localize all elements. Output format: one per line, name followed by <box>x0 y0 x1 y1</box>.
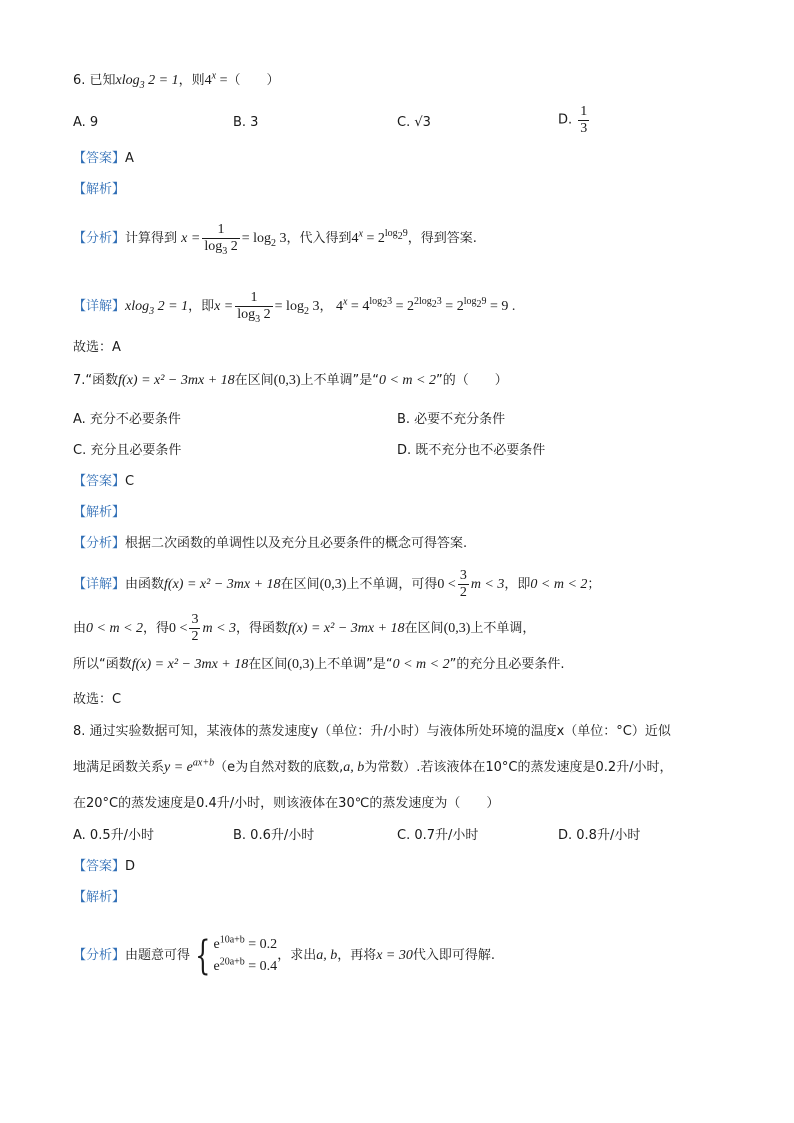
q8-eq2 <box>213 956 277 978</box>
q6-xiangjie-fraction <box>235 290 272 323</box>
q7-l2-function: f(x) = x² − 3mx + 18 <box>288 621 405 636</box>
q6-fenxi-math1: x = <box>181 231 201 246</box>
q7-condition: 0 < m < 2 <box>378 373 436 388</box>
q6-fenxi-text: 计算得到 <box>125 231 178 246</box>
q6-condition: xlog$_3$ 2 = 1 <box>115 73 179 91</box>
q7-stem-d: ”的（ ） <box>436 373 508 388</box>
q7-interval: (0,3) <box>273 373 301 388</box>
fraction-denominator: $\log_3 2$ <box>204 239 238 257</box>
q7-stem-b: 在区间 <box>234 373 274 388</box>
q8-fenxi-x: x = 30 <box>376 948 413 963</box>
q7-xj-b: 在区间 <box>280 577 320 592</box>
fenxi-tag: 【分析】 <box>73 948 126 963</box>
q6-xiangjie-math4: $4^x = 4^{log_23} = 2^{2log_23} = 2^{log_29} = 9$ . <box>332 296 516 314</box>
q7-xj-d: ，即 <box>504 577 531 592</box>
q6-xiangjie-math1: xlog$_3$ 2 = 1 <box>125 299 189 317</box>
q7-l2-ineq2: m < 3 <box>202 621 237 636</box>
q6-fenxi-fraction <box>202 222 239 255</box>
xiangjie-tag: 【详解】 <box>73 577 126 592</box>
q8-analysis-tag: 【解析】 <box>73 890 126 905</box>
q8-l2-c: 为常数）.若该液体在10°C的蒸发速度是0.2升/小时， <box>364 760 673 775</box>
q6-xiangjie-math3: = $\log_2 3$ <box>274 299 320 317</box>
q6-option-d-fraction <box>578 104 589 137</box>
q7-l2-d: 在区间 <box>404 621 444 636</box>
q7-l2-b: ，得 <box>143 621 170 636</box>
q7-xj-interval: (0,3) <box>319 577 347 592</box>
q6-fenxi-math3: $4^x = 2^{log_29}$ <box>351 228 408 246</box>
answer-tag: 【答案】 <box>73 151 126 166</box>
q7-option-b: B. 必要不充分条件 <box>397 412 506 427</box>
q7-option-d: D. 既不充分也不必要条件 <box>397 443 546 458</box>
q7-analysis-tag: 【解析】 <box>73 505 126 520</box>
q7-stem-a: 7.“函数 <box>73 373 119 388</box>
fenxi-tag: 【分析】 <box>73 231 126 246</box>
fraction-denominator: 3 <box>580 121 588 136</box>
q8-l2-expr-base: y = e <box>164 760 193 775</box>
q6-fenxi-math2: = $\log_2 3$ <box>241 231 287 249</box>
q6-fenxi-text-b: ，代入得到 <box>286 231 352 246</box>
q8-fenxi-ab: a, b <box>316 948 338 963</box>
q8-eq1-exp: 10a+b <box>219 934 245 946</box>
q8-option-b: B. 0.6升/小时 <box>233 828 315 843</box>
q7-xj-ineq: 0 < <box>437 577 456 592</box>
q6-option-a: A. 9 <box>73 115 99 130</box>
q7-xj-fraction <box>458 568 469 601</box>
q8-answer-value: D <box>125 859 136 874</box>
q7-option-c: C. 充分且必要条件 <box>73 443 182 458</box>
q7-function: f(x) = x² − 3mx + 18 <box>118 373 235 388</box>
q7-l2-fraction <box>189 612 200 645</box>
q6-expression: $4^x$ = <box>204 70 228 88</box>
q8-stem-line1: 8. 通过实验数据可知，某液体的蒸发速度y（单位：升/小时）与液体所处环境的温度x（单位：°C）近似 <box>73 724 671 739</box>
q6-stem-prefix: 6. 已知 <box>73 73 116 88</box>
fraction-numerator: 1 <box>250 290 258 305</box>
q8-fenxi-d: 代入即可得解. <box>412 948 496 963</box>
q6-xiangjie-math2: x = <box>214 299 234 314</box>
q7-answer <box>73 472 134 492</box>
q6-xiangjie <box>73 290 515 323</box>
q6-conclusion: 故选：A <box>73 340 121 355</box>
q7-l3-a: 所以“函数 <box>73 657 132 672</box>
q8-stem-line3: 在20°C的蒸发速度是0.4升/小时，则该液体在30℃的蒸发速度为（ ） <box>73 796 500 811</box>
q8-option-a: A. 0.5升/小时 <box>73 828 154 843</box>
q7-l2-interval: (0,3) <box>443 621 471 636</box>
fraction-denominator: 2 <box>459 585 467 600</box>
answer-tag: 【答案】 <box>73 474 126 489</box>
q6-xiangjie-text: ，即 <box>188 299 215 314</box>
q7-xj-a: 由函数 <box>125 577 165 592</box>
q8-fenxi-c: ，再将 <box>337 948 377 963</box>
q7-xj-ineq2: m < 3 <box>470 577 505 592</box>
q8-eq1-rhs: = 0.2 <box>244 937 278 952</box>
q6-answer-value: A <box>125 151 134 166</box>
fraction-numerator: 3 <box>191 612 199 627</box>
q7-stem-c: 上不单调”是“ <box>300 373 379 388</box>
fraction-denominator: $\log_3 2$ <box>237 307 271 325</box>
q8-l2-ab: a, b <box>343 760 365 775</box>
q7-xiangjie-line2 <box>73 612 535 645</box>
q6-option-d <box>558 104 591 137</box>
q7-xj-c: 上不单调，可得 <box>346 577 438 592</box>
q7-l3-c: 上不单调”是“ <box>314 657 393 672</box>
q7-answer-value: C <box>125 474 135 489</box>
q7-l2-c: ，得函数 <box>236 621 289 636</box>
q7-option-a: A. 充分不必要条件 <box>73 412 181 427</box>
q8-fenxi-b: ，求出 <box>277 948 317 963</box>
fraction-denominator: 2 <box>191 629 199 644</box>
q8-eq2-exp: 20a+b <box>219 956 245 968</box>
q8-eq1-base: e <box>213 937 220 952</box>
q7-stem <box>73 371 508 391</box>
q7-l2-ineq: 0 < <box>169 621 188 636</box>
q6-stem <box>73 71 280 91</box>
q7-xiangjie-line1 <box>73 568 600 601</box>
q8-option-d: D. 0.8升/小时 <box>558 828 641 843</box>
q7-xj-function: f(x) = x² − 3mx + 18 <box>164 577 281 592</box>
q7-xj-cond: 0 < m < 2 <box>530 577 588 592</box>
q8-answer <box>73 857 135 877</box>
q6-option-b: B. 3 <box>233 115 259 130</box>
q7-l3-function: f(x) = x² − 3mx + 18 <box>131 657 249 672</box>
q7-l2-a: 由 <box>73 621 87 636</box>
q6-fenxi <box>73 222 477 255</box>
q6-xiangjie-text-b: ， <box>319 299 333 314</box>
fraction-numerator: 1 <box>580 104 588 119</box>
q6-analysis-tag: 【解析】 <box>73 182 126 197</box>
q8-eq2-base: e <box>213 959 220 974</box>
answer-tag: 【答案】 <box>73 859 126 874</box>
q6-fenxi-text-c: ，得到答案. <box>407 231 477 246</box>
fraction-numerator: 3 <box>459 568 467 583</box>
xiangjie-tag: 【详解】 <box>73 299 126 314</box>
q7-xiangjie-line3 <box>73 655 564 675</box>
q7-conclusion: 故选：C <box>73 692 122 707</box>
q8-fenxi-a: 由题意可得 <box>125 948 191 963</box>
q7-l3-b: 在区间 <box>248 657 288 672</box>
fenxi-tag: 【分析】 <box>73 536 126 551</box>
q8-fenxi <box>73 934 495 978</box>
q6-stem-mid: ，则 <box>178 73 205 88</box>
q8-l2-a: 地满足函数关系 <box>73 760 165 775</box>
q8-l2-expr <box>164 757 215 775</box>
q6-stem-suffix: （ ） <box>227 73 280 88</box>
q7-l3-interval: (0,3) <box>287 657 315 672</box>
q7-l2-e: 上不单调， <box>470 621 536 636</box>
q7-fenxi-text: 根据二次函数的单调性以及充分且必要条件的概念可得答案. <box>125 536 468 551</box>
q8-equation-system <box>190 934 277 978</box>
q8-l2-b: （e为自然对数的底数, <box>214 760 344 775</box>
q7-fenxi <box>73 534 467 554</box>
q7-xj-e: ； <box>587 577 601 592</box>
q7-l3-cond: 0 < m < 2 <box>392 657 450 672</box>
q8-eq2-rhs: = 0.4 <box>244 959 278 974</box>
q7-l3-d: ”的充分且必要条件. <box>449 657 565 672</box>
q8-option-c: C. 0.7升/小时 <box>397 828 479 843</box>
q7-l2-cond: 0 < m < 2 <box>86 621 144 636</box>
q6-option-d-label: D. <box>558 112 573 128</box>
q8-eq1 <box>213 934 277 956</box>
q6-option-c: C. √3 <box>397 115 431 130</box>
q6-answer <box>73 149 134 169</box>
q8-l2-expr-exp: ax+b <box>192 757 215 769</box>
q8-stem-line2 <box>73 758 673 778</box>
fraction-numerator: 1 <box>217 222 225 237</box>
left-brace: { <box>195 933 211 979</box>
